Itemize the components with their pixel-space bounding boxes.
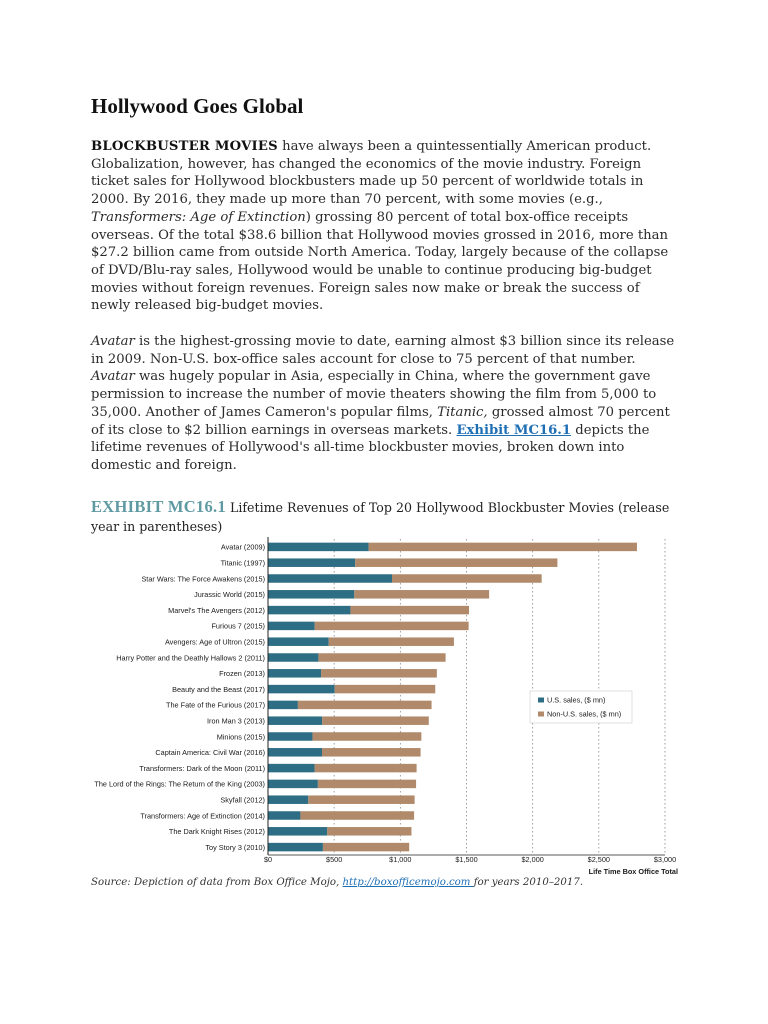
bar-non-us-sales bbox=[315, 622, 469, 631]
bar-non-us-sales bbox=[312, 732, 421, 741]
category-label: Beauty and the Beast (2017) bbox=[172, 684, 265, 694]
bar-non-us-sales bbox=[318, 780, 416, 789]
bar-non-us-sales bbox=[350, 606, 469, 615]
bar-non-us-sales bbox=[322, 716, 429, 725]
category-label: Marvel's The Avengers (2012) bbox=[168, 605, 265, 615]
x-tick-label: $1,000 bbox=[389, 855, 412, 864]
source-suffix: for years 2010–2017. bbox=[473, 877, 584, 888]
source-prefix: Source: Depiction of data from Box Office Mojo, bbox=[91, 877, 343, 888]
bar-us-sales bbox=[268, 748, 322, 757]
category-label: Frozen (2013) bbox=[219, 669, 265, 679]
category-label: Transformers: Dark of the Moon (2011) bbox=[139, 763, 265, 773]
category-label: Toy Story 3 (2010) bbox=[205, 842, 265, 852]
category-label: Avengers: Age of Ultron (2015) bbox=[164, 637, 265, 647]
paragraph-text: was hugely popular in Asia, especially in China, where the government gave permission to increase the number of movie theaters showing the film from 5,000 to 35,000. Another of James Cameron's popular films, bbox=[91, 369, 657, 420]
bar-us-sales bbox=[268, 685, 335, 694]
category-label: The Fate of the Furious (2017) bbox=[166, 700, 265, 710]
legend-label: U.S. sales, ($ mn) bbox=[547, 695, 606, 705]
bar-non-us-sales bbox=[329, 637, 454, 646]
bar-non-us-sales bbox=[369, 543, 637, 552]
bar-non-us-sales bbox=[300, 811, 414, 820]
category-label: Captain America: Civil War (2016) bbox=[155, 748, 265, 758]
category-label: Skyfall (2012) bbox=[220, 795, 265, 805]
x-tick-label: $1,500 bbox=[455, 855, 478, 864]
bar-us-sales bbox=[268, 574, 392, 583]
bar-us-sales bbox=[268, 606, 350, 615]
bar-us-sales bbox=[268, 622, 315, 631]
bar-non-us-sales bbox=[322, 748, 421, 757]
bar-us-sales bbox=[268, 780, 318, 789]
bar-non-us-sales bbox=[308, 795, 414, 804]
bar-non-us-sales bbox=[355, 558, 557, 567]
bar-non-us-sales bbox=[318, 653, 445, 662]
source-note bbox=[91, 877, 583, 888]
page-title: Hollywood Goes Global bbox=[91, 94, 304, 118]
category-label: The Dark Knight Rises (2012) bbox=[168, 827, 265, 837]
bar-us-sales bbox=[268, 764, 315, 773]
paragraph-text: grossed almost 70 percent of its close to $2 billion earnings in overseas markets. bbox=[91, 404, 670, 438]
bar-us-sales bbox=[268, 590, 354, 599]
bar-non-us-sales bbox=[327, 827, 411, 836]
category-label: Harry Potter and the Deathly Hallows 2 (2011) bbox=[116, 653, 265, 663]
x-tick-label: $2,000 bbox=[521, 855, 544, 864]
category-label: Minions (2015) bbox=[216, 732, 265, 742]
paragraph-text: ) grossing 80 percent of total box-office receipts overseas. Of the total $38.6 billion that Hollywood movies grossed in 2016, more than $27.2 billion came from outside North America. Today, largely because of the collapse of DVD/Blu-ray sales, Hollywood would be unable to continue producing big-budget movies without foreign revenues. Foreign sales now make or break the success of newly released big-budget movies. bbox=[91, 209, 669, 314]
bar-non-us-sales bbox=[354, 590, 489, 599]
bar-non-us-sales bbox=[323, 843, 409, 852]
x-axis-title: Life Time Box Office Total bbox=[588, 867, 678, 876]
bar-us-sales bbox=[268, 669, 321, 678]
bar-us-sales bbox=[268, 716, 322, 725]
legend-label: Non-U.S. sales, ($ mn) bbox=[547, 709, 622, 719]
paragraph-lead: BLOCKBUSTER MOVIES bbox=[91, 139, 278, 154]
movie-title-italic: Transformers: Age of Extinction bbox=[91, 209, 306, 225]
bar-us-sales bbox=[268, 558, 355, 567]
exhibit-label: EXHIBIT MC16.1 bbox=[91, 497, 226, 516]
category-label: Titanic (1997) bbox=[220, 558, 265, 568]
movie-title-italic: Titanic, bbox=[437, 404, 488, 420]
x-tick-label: $2,500 bbox=[587, 855, 610, 864]
exhibit-link[interactable]: Exhibit MC16.1 bbox=[456, 422, 572, 438]
category-label: Jurassic World (2015) bbox=[194, 590, 265, 600]
category-label: Star Wars: The Force Awakens (2015) bbox=[141, 574, 265, 584]
bar-us-sales bbox=[268, 795, 308, 804]
source-link[interactable]: http://boxofficemojo.com bbox=[342, 877, 474, 888]
bar-us-sales bbox=[268, 637, 329, 646]
bar-us-sales bbox=[268, 811, 300, 820]
bar-non-us-sales bbox=[315, 764, 417, 773]
category-label: Transformers: Age of Extinction (2014) bbox=[140, 811, 265, 821]
movie-title-italic: Avatar bbox=[91, 334, 135, 349]
exhibit-title: Lifetime Revenues of Top 20 Hollywood Blockbuster Movies (release year in parentheses) bbox=[91, 500, 670, 534]
bar-non-us-sales bbox=[335, 685, 436, 694]
category-label: Furious 7 (2015) bbox=[211, 621, 265, 631]
bar-us-sales bbox=[268, 843, 323, 852]
category-label: Avatar (2009) bbox=[220, 542, 265, 552]
category-label: The Lord of the Rings: The Return of the King (2003) bbox=[94, 779, 265, 789]
bar-us-sales bbox=[268, 653, 318, 662]
movie-title-italic: Avatar bbox=[91, 369, 135, 385]
x-tick-label: $0 bbox=[263, 855, 273, 864]
bar-non-us-sales bbox=[321, 669, 437, 678]
paragraph-text: is the highest-grossing movie to date, earning almost $3 billion since its release in 2009. Non-U.S. box-office sales account for close to 75 percent of that number. bbox=[91, 334, 675, 367]
bar-us-sales bbox=[268, 543, 369, 552]
bar-non-us-sales bbox=[298, 701, 432, 710]
bar-us-sales bbox=[268, 732, 312, 741]
legend-swatch-non-us bbox=[538, 712, 544, 717]
bar-us-sales bbox=[268, 827, 327, 836]
x-tick-label: $500 bbox=[326, 855, 343, 864]
bar-non-us-sales bbox=[392, 574, 542, 583]
x-tick-label: $3,000 bbox=[653, 855, 677, 864]
legend-swatch-us bbox=[538, 698, 544, 703]
paragraph-text: have always been a quintessentially American product. Globalization, however, has changed the economics of the movie industry. Foreign ticket sales for Hollywood blockbusters made up 50 percent of worldwide totals in 2000. By 2016, they made up more than 70 percent, with some movies (e.g., bbox=[91, 139, 652, 208]
category-label: Iron Man 3 (2013) bbox=[206, 716, 265, 726]
bar-us-sales bbox=[268, 701, 298, 710]
paragraph-text: depicts the lifetime revenues of Hollywood's all-time blockbuster movies, broken down into domestic and foreign. bbox=[91, 422, 650, 473]
